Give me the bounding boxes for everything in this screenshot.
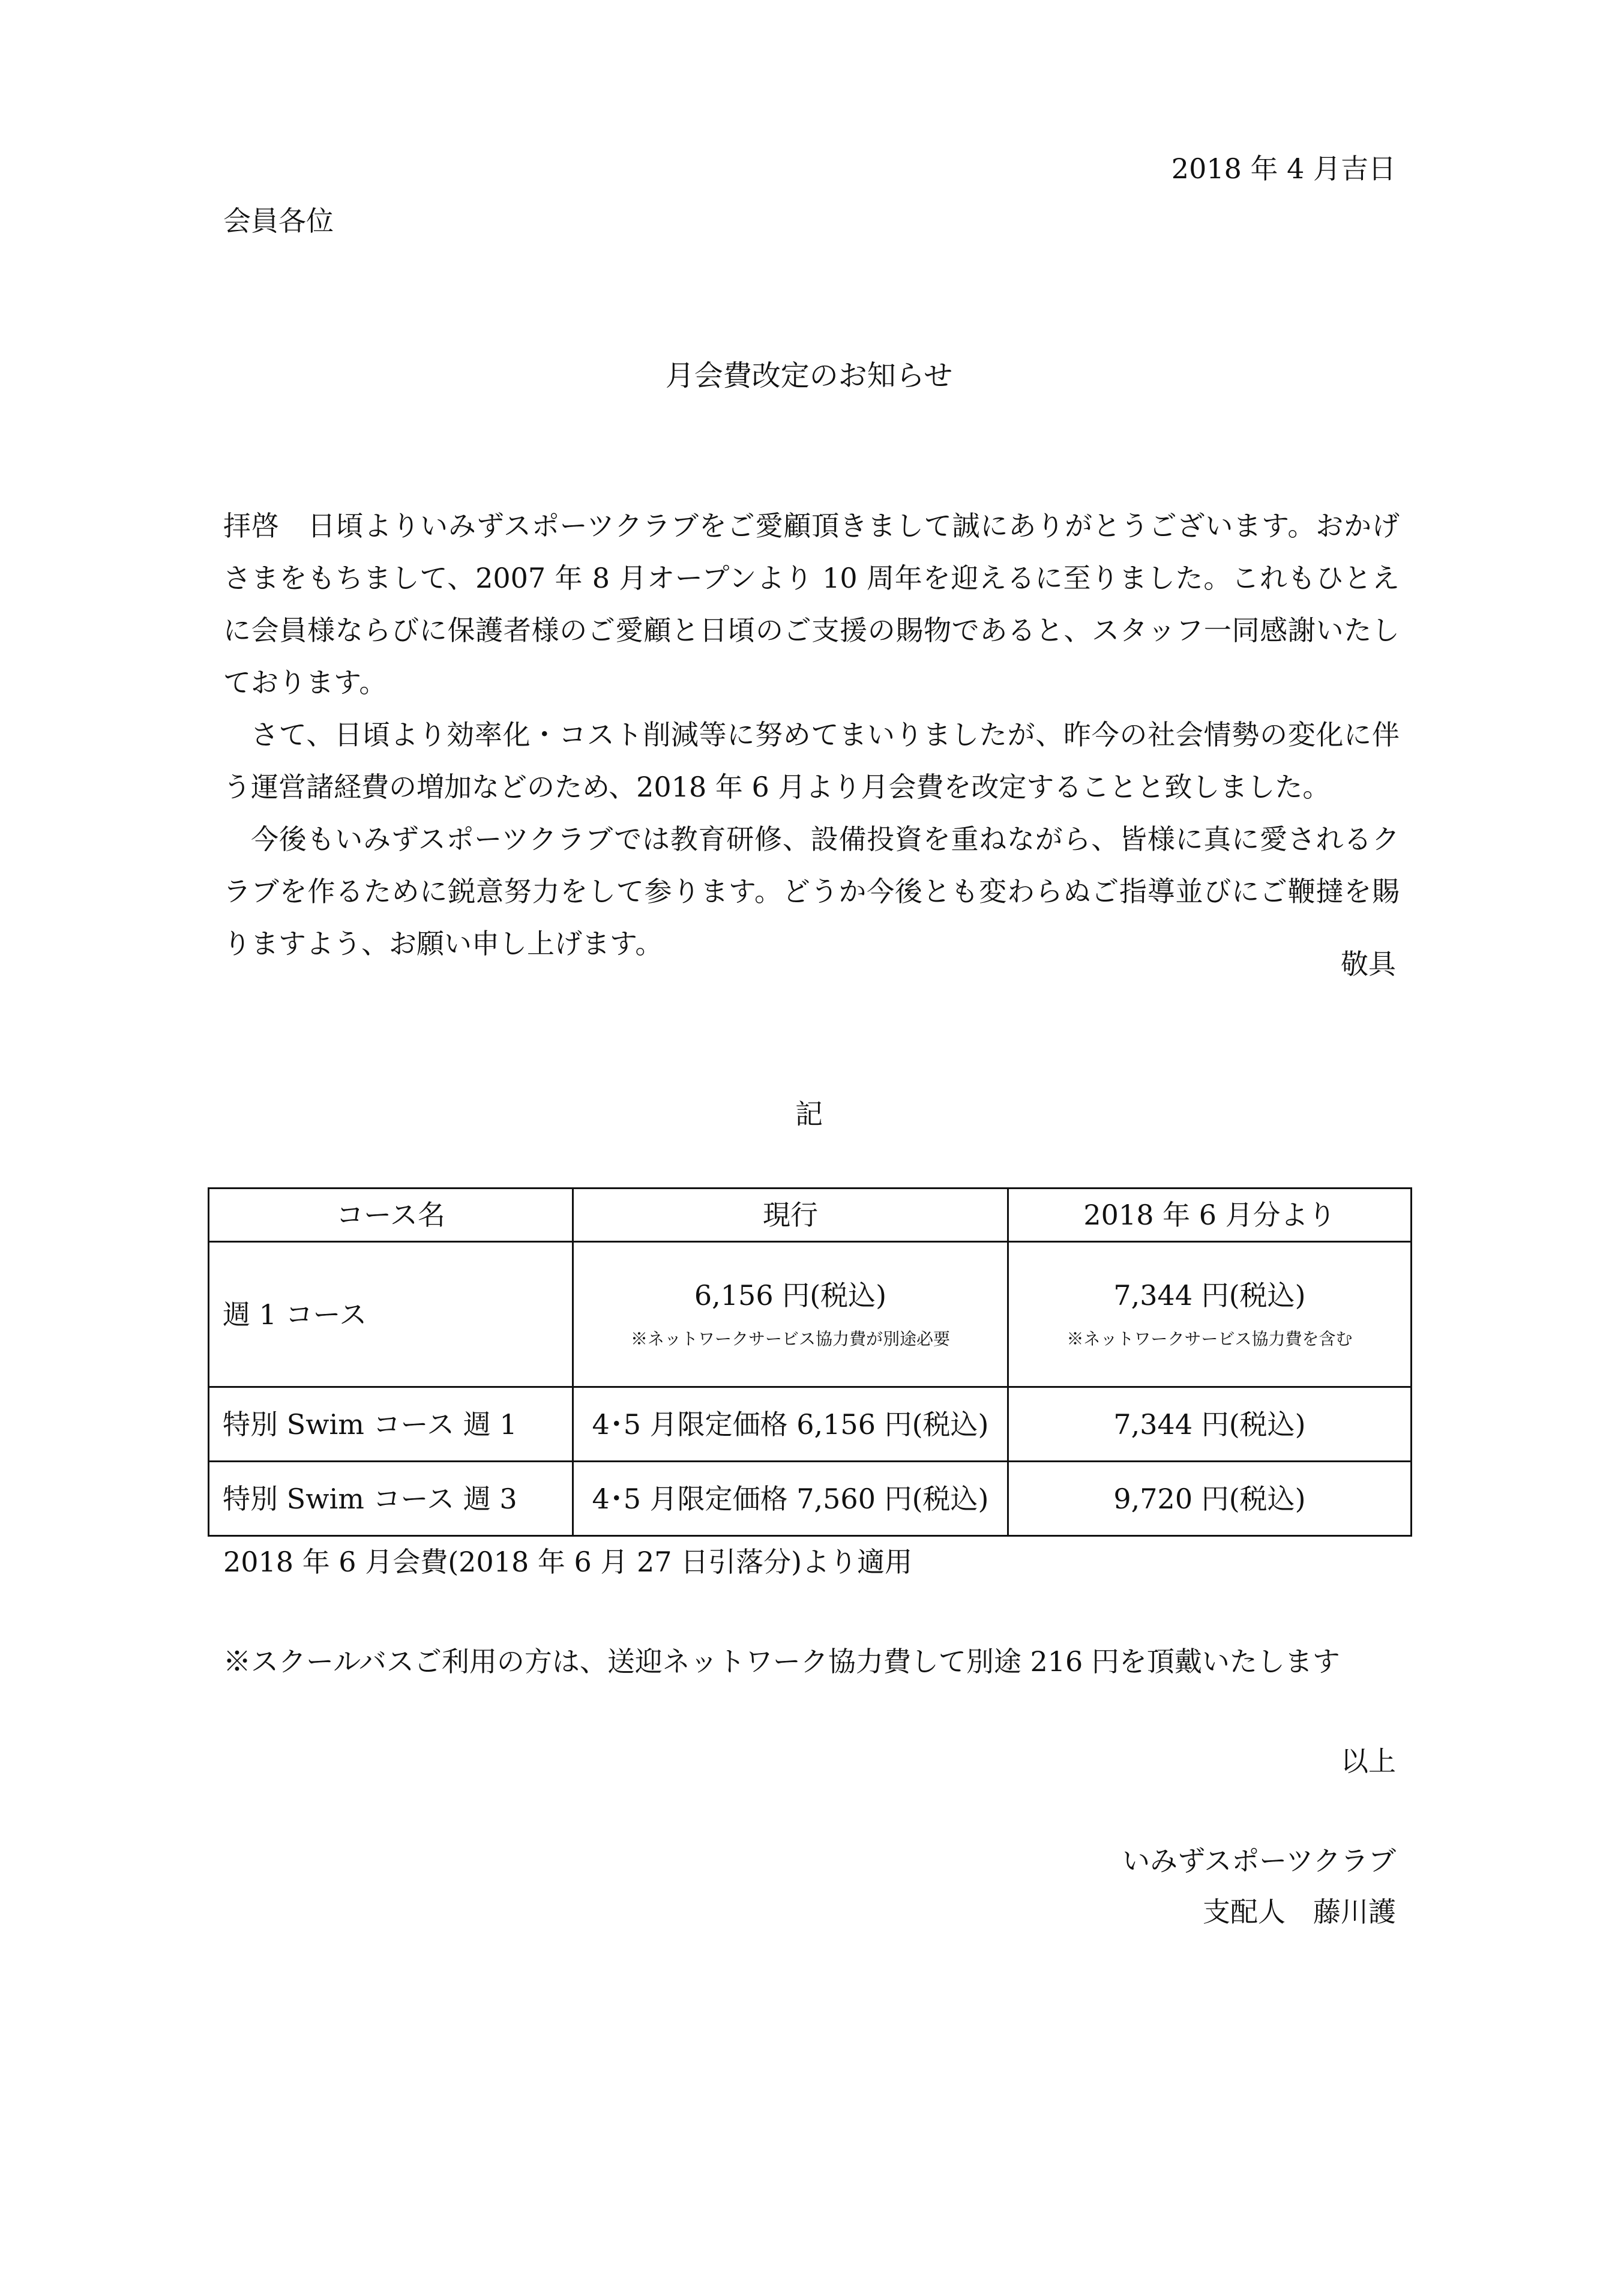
fee-table: [208, 1187, 1412, 1537]
current-fee: 4･5 月限定価格 6,156 円(税込): [573, 1387, 1008, 1462]
addressee: 会員各位: [223, 205, 334, 237]
new-fee-note: ※ネットワークサービス協力費を含む: [1066, 1328, 1353, 1349]
current-fee: 4･5 月限定価格 7,560 円(税込): [573, 1462, 1008, 1536]
new-fee: 9,720 円(税込): [1008, 1462, 1412, 1536]
end-mark: 以上: [1341, 1745, 1396, 1777]
table-row: [209, 1462, 1412, 1536]
course-name: 週 1 コース: [209, 1242, 573, 1387]
table-header-row: [209, 1189, 1412, 1242]
ki-heading: 記: [795, 1098, 823, 1130]
course-name: 特別 Swim コース 週 3: [209, 1462, 573, 1536]
current-fee-note: ※ネットワークサービス協力費が別途必要: [630, 1328, 950, 1349]
applies-note: 2018 年 6 月会費(2018 年 6 月 27 日引落分)より適用: [223, 1546, 913, 1578]
header-course: コース名: [209, 1189, 573, 1242]
bus-fee-note: ※スクールバスご利用の方は、送迎ネットワーク協力費して別途 216 円を頂戴いたします: [223, 1645, 1340, 1678]
header-current: 現行: [573, 1189, 1008, 1242]
body-paragraph-3: 今後もいみずスポーツクラブでは教育研修、設備投資を重ねながら、皆様に真に愛されるクラブを作るために鋭意努力をして参ります。どうか今後とも変わらぬご指導並びにご鞭撻を賜りますよう、お願い申し上げます。: [223, 823, 1400, 960]
course-name: 特別 Swim コース 週 1: [209, 1387, 573, 1462]
body-paragraph-1: 拝啓 日頃よりいみずスポーツクラブをご愛顧頂きまして誠にありがとうございます。おかげさまをもちまして、2007 年 8 月オープンより 10 周年を迎えるに至りました。これもひとえに会員様ならびに保護者様のご愛顧と日頃のご支援の賜物であると、スタッフ一同感謝いたしております。: [223, 510, 1400, 699]
document-date: 2018 年 4 月吉日: [1171, 152, 1396, 185]
closing-phrase: 敬具: [1341, 948, 1396, 980]
header-new: 2018 年 6 月分より: [1008, 1189, 1412, 1242]
current-fee: 6,156 円(税込): [694, 1279, 887, 1312]
table-row: [209, 1242, 1412, 1387]
new-fee: 7,344 円(税込): [1008, 1387, 1412, 1462]
manager-signature: 支配人 藤川護: [1203, 1896, 1396, 1928]
current-fee-cell: [573, 1242, 1008, 1387]
new-fee: 7,344 円(税込): [1113, 1279, 1306, 1312]
table-row: [209, 1387, 1412, 1462]
letter-body: [223, 500, 1400, 970]
document-title: 月会費改定のお知らせ: [665, 359, 953, 393]
body-paragraph-2: さて、日頃より効率化・コスト削減等に努めてまいりましたが、昨今の社会情勢の変化に伴う運営諸経費の増加などのため、2018 年 6 月より月会費を改定することと致しました。: [223, 719, 1400, 803]
organization-name: いみずスポーツクラブ: [1122, 1845, 1396, 1877]
new-fee-cell: [1008, 1242, 1412, 1387]
